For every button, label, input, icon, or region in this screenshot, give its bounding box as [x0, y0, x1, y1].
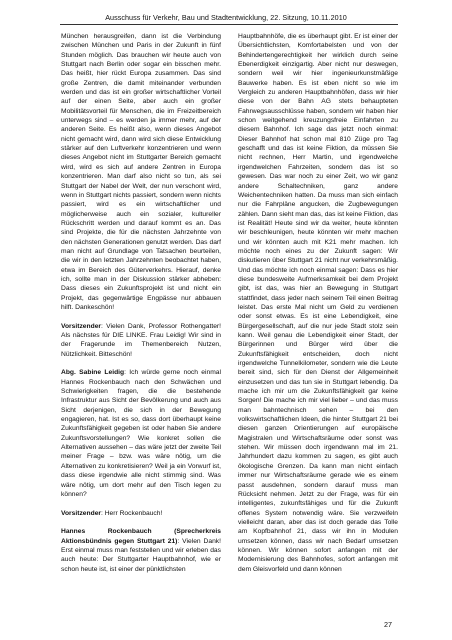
paragraph [61, 509, 221, 518]
speaker-name: Hannes Rockenbauch (Sprecherkreis Aktionsbündnis gegen Stuttgart 21) [61, 528, 221, 545]
paragraph-text: : Vielen Dank, Professor Rothengatter! Als nächstes für DIE LINKE. Frau Leidig! Wir sind in der Fragerunde im Themenbereich Nutzen, Nützlichkeit. Bitteschön! [61, 322, 221, 358]
speaker-name: Vorsitzender [61, 322, 102, 330]
paragraph [61, 527, 221, 574]
paragraph-text: : Ich würde gerne noch einmal Hannes Rockenbauch nach den Schwächen und Schwierigkeiten fragen, die die bestehende Infrastruktur aus Sicht der Bevölkerung und auch aus Sicht derjenigen, die sich in der Bewegung engagieren, hat. Ist es so, dass dort überhaupt keine Zukunftsfähigkeit gegeben ist oder haben Sie andere Zukunftsvorstellungen? Wie konkret sollen die Alternativen aussehen – das wäre jetzt der zweite Teil meiner Frage – bzw. was wäre nötig, um die Alternativen zu konkretisieren? Weil ja ein Vorwurf ist, dass diese irgendwie alle nicht stimmig sind. Was wäre nötig, um dort mehr auf den Tisch legen zu können? [61, 369, 221, 498]
paragraph-text: München herausgreifen, dann ist die Verbindung zwischen München und Paris in der Zukunft in fünf Stunden möglich. Das brauchen wir heute auch von Stuttgart nach Berlin oder sogar ein bisschen mehr. Das heißt, hier rückt Europa zusammen. Das sind große Zentren, die damit miteinander verbunden werden und das ist ein großer wirtschaftlicher Vorteil auf der einen Seite, aber auch ein großer Mobilitätsvorteil für Menschen, die im Freizeitbereich unterwegs sind – es werden ja immer mehr, auf der anderen Seite. Es heißt also, wenn dieses Angebot nicht gemacht wird, dann wird sich diese Entwicklung stärker auf den Luftverkehr konzentrieren und wenn dieses Angebot nicht im Stuttgarter Bereich gemacht wird, wird es sich auf andere Zentren in Europa konzentrieren. Man darf also nicht so tun, als sei Stuttgart der Nabel der Welt, der nun verschont wird, wenn in Stuttgart nichts passiert, sondern wenn nichts passiert, wird es ein wirtschaftlicher und möglicherweise auch ein sozialer, kultureller Rückschritt werden und darauf kommt es an. Das sind Projekte, die für die nächsten Jahrzehnte von den nächsten Generationen genutzt werden. Das darf man nicht auf Grundlage von Tatsachen beurteilen, die wir in den letzten Jahrzehnten beobachtet haben, etwa im Bereich des Güterverkehrs. Hierauf, denke ich, sollte man in der Diskussion stärker abheben: Dass dieses ein Zukunftsprojekt ist und nicht ein Projekt, das gegenwärtige Engpässe nur abbauen hilft. Dankeschön! [61, 33, 221, 311]
speaker-name: Vorsitzender [61, 509, 102, 517]
left-column [61, 32, 221, 574]
page-header: Ausschuss für Verkehr, Bau und Stadtentwicklung, 22. Sitzung, 10.11.2010 [105, 13, 347, 22]
paragraph [61, 32, 221, 312]
header-divider [60, 24, 398, 25]
paragraph-text: Hauptbahnhöfe, die es überhaupt gibt. Er ist einer der Übersichtlichsten, Komfortabelsten und von der Behindertengerechtigkeit her wirklich durch seine Ebenerdigkeit einzigartig. Aber nicht nur deswegen, sondern weil wir hier ingenieurkunstmäßige Bauwerke haben. Es ist eben nicht so wie im Vergleich zu anderen Hauptbahnhöfen, dass wir hier diese von der Bahn AG stets behaupteten Fahrwegsausschlüsse haben, sondern wir haben hier schon weitgehend kreuzungsfreie Einfahrten zu diesem Bahnhof. Ich sage das jetzt noch einmal: Dieser Bahnhof hat schon mal 810 Züge pro Tag geschafft und das ist keine Fiktion, da müssen Sie nicht rechnen, Herr Martin, und irgendwelche irgendwelchen Fahrzeiten, sondern das ist so gewesen. Das war noch zu einer Zeit, wo wir ganz andere Schaltechniken, ganz andere Weichentechniken hatten. Da muss man sich einfach nur die Fahrpläne angucken, die Zugbewegungen zählen. Dann sieht man das, das ist keine Fiktion, das ist Realität! Heute sind wir da weiter, heute könnten wir beschleunigen, heute könnten wir mehr machen und wir könnten auch mit K21 mehr machen. Ich möchte noch eines zu der Zukunft sagen: Wir diskutieren über Stuttgart 21 nicht nur verkehrsmäßig. Und das möchte ich noch einmal sagen: Dass es hier diese bundesweite Aufmerksamkeit bei dem Projekt gibt, ist das, was hier an Bewegung in Stuttgart stattfindet, dass jeder nach seinem Teil einen Beitrag leistet. Das erste Mal nicht um Geld zu verdienen oder sonst etwas. Es ist eine Lebendigkeit, eine Bürgergesellschaft, auf die nur jede Stadt stolz sein kann. Weil genau die Lebendigkeit einer Stadt, der Bürgerinnen und Bürger wird über die Zukunftsfähigkeit entscheiden, doch nicht irgendwelche Tunnelkilometer, sondern wie die Leute bereit sind, sich für den Dienst der Allgemeinheit einzusetzen und das tun sie in Stuttgart lebendig. Da mache ich mir um die Zukunftsfähigkeit gar keine Sorgen! Die mache ich mir viel lieber – und das muss man bahntechnisch sehen – bei den volkswirtschaftlichen Ideen, die hinter Stuttgart 21 bei diesen ganzen Orientierungen auf europäische Magistralen und Wirtschaftsräume oder sonst was stehen. Wir müssen doch irgendwann mal im 21. Jahrhundert dazu kommen zu sagen, es gibt auch ökologische Grenzen. Da kann man nicht einfach immer nur Wirtschaftsräume gerade wie es einem passt ausdehnen, sondern darauf muss man Rücksicht nehmen. Jetzt zu der Frage, was für ein intelligentes, zukunftsfähiges und für die Zukunft offenes System notwendig wäre. Sie verzweifeln vielleicht daran, aber das ist doch gerade das Tolle am Kopfbahnhof 21, dass wir ihn in Modulen umsetzen können, dass wir nach Bedarf umsetzen können. Wir können sofort anfangen mit der Modernisierung des Bahnhofes, sofort anfangen mit dem Gleisvorfeld und dann können [238, 33, 398, 573]
paragraph [238, 32, 398, 574]
right-column [238, 32, 398, 574]
paragraph [61, 322, 221, 359]
paragraph-text: : Herr Rockenbauch! [101, 509, 163, 517]
page-number: 27 [384, 620, 392, 629]
speaker-name: Abg. Sabine Leidig [61, 369, 125, 377]
paragraph-text: : Vielen Dank! Erst einmal muss man feststellen und wir erleben das auch heute: Der Stuttgarter Hauptbahnhof, wie er schon heute ist, ist einer der pünktlichsten [61, 537, 221, 573]
paragraph [61, 368, 221, 499]
